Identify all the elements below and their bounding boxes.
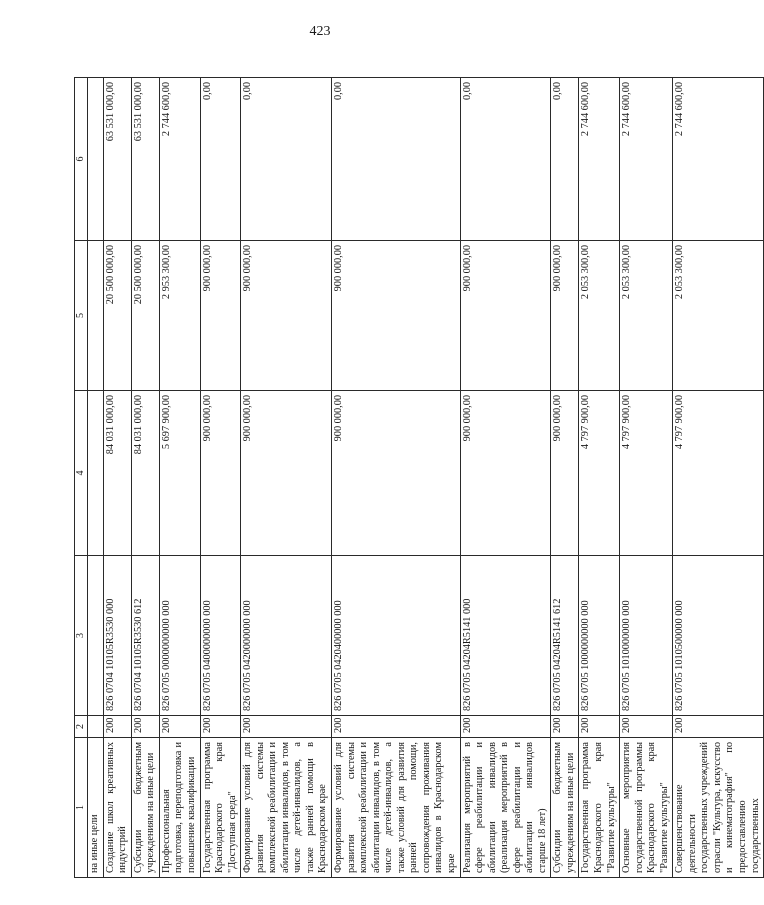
row-col2: 200 (620, 716, 673, 738)
row-amount-5: 20 500 000,00 (103, 241, 131, 391)
row-amount-5: 2 053 300,00 (673, 241, 764, 391)
row-col2: 200 (551, 716, 579, 738)
row-code: 826 0705 04204R5141 000 (460, 556, 551, 716)
row-amount-6: 63 531 000,00 (131, 78, 159, 241)
row-amount-6: 0,00 (460, 78, 551, 241)
row-col2: 200 (460, 716, 551, 738)
row-code: 826 0705 0400000000 000 (200, 556, 241, 716)
row-name: Создание школ креативных индустрий (103, 738, 131, 878)
table-row (460, 78, 551, 878)
column-header: 2 (75, 716, 88, 738)
row-amount-6: 2 744 600,00 (159, 78, 200, 241)
row-code: 826 0705 0000000000 000 (159, 556, 200, 716)
row-col2: 200 (200, 716, 241, 738)
row-amount-5: 2 953 300,00 (159, 241, 200, 391)
row-name: Профессиональная подготовка, переподготовка и повышение квалификации (159, 738, 200, 878)
row-col2: 200 (131, 716, 159, 738)
row-amount-5: 2 053 300,00 (579, 241, 620, 391)
row-col2: 200 (159, 716, 200, 738)
table-row (103, 78, 131, 878)
row-name: Формирование условий для развития системы комплексной реабилитации и абилитации инвалидов, в том числе детей-инвалидов, а также ранней помощи в Краснодарском крае (241, 738, 332, 878)
row-name: Реализация мероприятий в сфере реабилитации и абилитации инвалидов (реализация мероприятий в сфере реабилитации и абилитации инвалидов старше 18 лет) (460, 738, 551, 878)
row-name: Субсидии бюджетным учреждениям на иные цели (551, 738, 579, 878)
row-code: 826 0704 10105R3530 612 (131, 556, 159, 716)
row-code: 826 0704 10105R3530 000 (103, 556, 131, 716)
row-amount-6: 63 531 000,00 (103, 78, 131, 241)
row-col2: 200 (673, 716, 764, 738)
row-code: 826 0705 1010000000 000 (620, 556, 673, 716)
row-amount-4: 84 031 000,00 (131, 391, 159, 556)
row-amount-6: 0,00 (551, 78, 579, 241)
row-amount-5: 900 000,00 (200, 241, 241, 391)
table-row (88, 78, 104, 878)
row-amount-4: 900 000,00 (551, 391, 579, 556)
row-amount-4: 900 000,00 (241, 391, 332, 556)
row-amount-4 (88, 391, 104, 556)
row-amount-4: 900 000,00 (460, 391, 551, 556)
row-amount-6: 2 744 600,00 (673, 78, 764, 241)
row-name: Формирование условий для развития системы комплексной реабилитации и абилитации инвалидов, в том числе детей-инвалидов, а также условий для развития ранней помощи, сопровождения проживания инвалидов в Краснодарском крае (332, 738, 460, 878)
row-code: 826 0705 0420400000 000 (332, 556, 460, 716)
row-amount-5: 900 000,00 (241, 241, 332, 391)
row-amount-4: 5 697 900,00 (159, 391, 200, 556)
row-col2: 200 (241, 716, 332, 738)
row-amount-4: 900 000,00 (332, 391, 460, 556)
row-code: 826 0705 1000000000 000 (579, 556, 620, 716)
table-row (673, 78, 764, 878)
row-amount-5: 900 000,00 (551, 241, 579, 391)
row-amount-4: 4 797 900,00 (620, 391, 673, 556)
row-amount-5: 900 000,00 (460, 241, 551, 391)
column-header: 5 (75, 241, 88, 391)
budget-table (74, 77, 764, 878)
row-amount-4: 900 000,00 (200, 391, 241, 556)
row-name: на иные цели (88, 738, 104, 878)
column-header: 4 (75, 391, 88, 556)
row-amount-6 (88, 78, 104, 241)
table-row (241, 78, 332, 878)
row-amount-5: 2 053 300,00 (620, 241, 673, 391)
row-name: Государственная программа Краснодарского края "Доступная среда" (200, 738, 241, 878)
row-amount-6: 2 744 600,00 (620, 78, 673, 241)
row-name: Основные мероприятия государственной программы Краснодарского края "Развитие культуры" (620, 738, 673, 878)
row-name: Совершенствование деятельности государственных учреждений отрасли "Культура, искусство и кинематография" по предоставлению государственных (673, 738, 764, 878)
row-col2 (88, 716, 104, 738)
page-number: 423 (309, 24, 331, 39)
row-code (88, 556, 104, 716)
table-row (332, 78, 460, 878)
row-col2: 200 (579, 716, 620, 738)
row-code: 826 0705 1010500000 000 (673, 556, 764, 716)
row-amount-4: 4 797 900,00 (579, 391, 620, 556)
row-amount-4: 4 797 900,00 (673, 391, 764, 556)
row-code: 826 0705 04204R5141 612 (551, 556, 579, 716)
row-amount-4: 84 031 000,00 (103, 391, 131, 556)
row-amount-6: 0,00 (332, 78, 460, 241)
row-col2: 200 (103, 716, 131, 738)
budget-table-container (74, 78, 761, 878)
column-header: 1 (75, 738, 88, 878)
row-amount-6: 0,00 (200, 78, 241, 241)
table-row (159, 78, 200, 878)
row-amount-6: 0,00 (241, 78, 332, 241)
table-row (620, 78, 673, 878)
row-amount-5: 20 500 000,00 (131, 241, 159, 391)
column-header: 6 (75, 78, 88, 241)
row-col2: 200 (332, 716, 460, 738)
table-row (551, 78, 579, 878)
table-row (131, 78, 159, 878)
row-name: Государственная программа Краснодарского края "Развитие культуры" (579, 738, 620, 878)
table-row (200, 78, 241, 878)
row-name: Субсидии бюджетным учреждениям на иные цели (131, 738, 159, 878)
table-header-row (75, 78, 88, 878)
column-header: 3 (75, 556, 88, 716)
row-code: 826 0705 0420000000 000 (241, 556, 332, 716)
table-row (579, 78, 620, 878)
row-amount-5 (88, 241, 104, 391)
row-amount-6: 2 744 600,00 (579, 78, 620, 241)
row-amount-5: 900 000,00 (332, 241, 460, 391)
